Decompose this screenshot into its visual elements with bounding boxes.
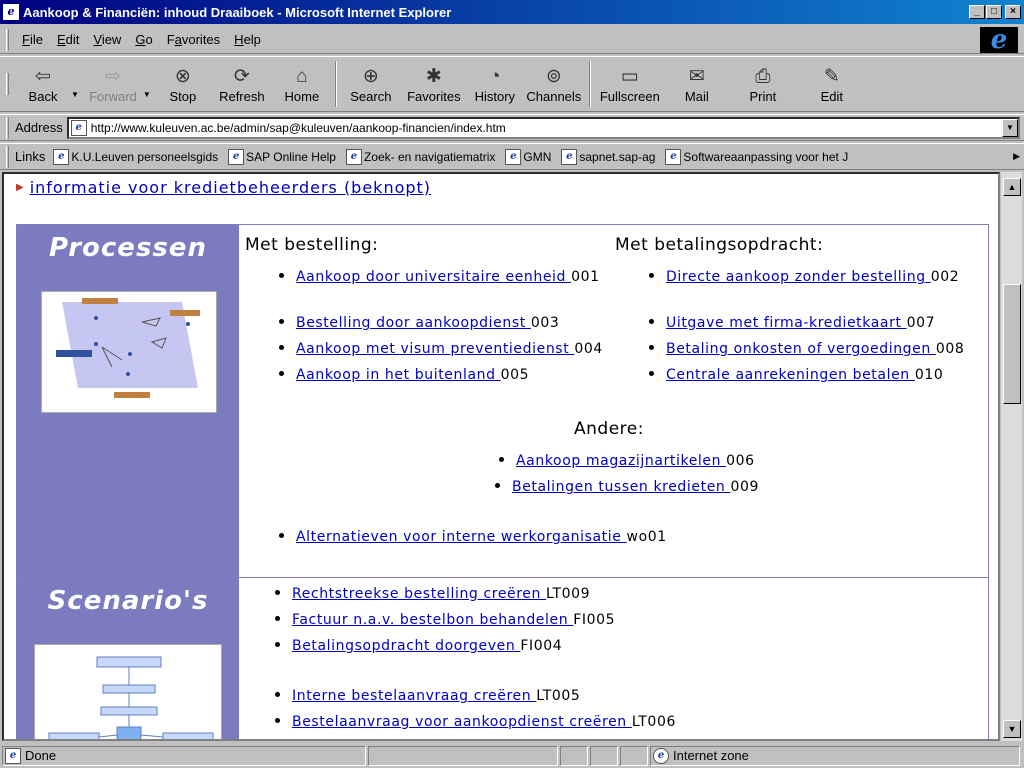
print-button[interactable]: ⎙ Print xyxy=(749,65,777,104)
link-scenario-fi005[interactable]: Factuur n.a.v. bestelbon behandelen xyxy=(292,612,574,628)
list-item: Betalingen tussen kredieten 009 xyxy=(495,479,759,495)
list-item: Alternatieven voor interne werkorganisatie wo01 xyxy=(279,529,667,545)
page-icon: e xyxy=(505,149,521,165)
maximize-button[interactable]: □ xyxy=(986,5,1002,19)
list-item: Betaling onkosten of vergoedingen 008 xyxy=(649,341,964,357)
page-icon: e xyxy=(665,149,681,165)
scenarios-diagram-thumbnail[interactable] xyxy=(34,644,222,741)
link-scenario-lt006[interactable]: Bestelaanvraag voor aankoopdienst creëren xyxy=(292,714,632,730)
link-process-005[interactable]: Aankoop in het buitenland xyxy=(296,367,501,383)
address-input[interactable] xyxy=(67,117,1020,139)
link-scenario-fi004[interactable]: Betalingsopdracht doorgeven xyxy=(292,638,521,654)
zone-text: Internet zone xyxy=(673,748,749,763)
scroll-thumb[interactable] xyxy=(1003,284,1021,404)
back-arrow-icon: ⇦ xyxy=(35,65,51,87)
list-item: Aankoop in het buitenland 005 xyxy=(279,367,529,383)
fullscreen-button[interactable]: ▭ Fullscreen xyxy=(599,65,660,104)
menu-help[interactable]: Help xyxy=(234,32,261,47)
favorites-button[interactable]: ✱ Favorites xyxy=(407,65,461,104)
status-panel-main xyxy=(2,746,366,766)
refresh-button[interactable]: ⟳ Refresh xyxy=(219,65,265,104)
list-item: Betalingsopdracht doorgeven FI004 xyxy=(275,638,562,654)
menu-go[interactable]: Go xyxy=(135,32,153,47)
page-icon: e xyxy=(346,149,362,165)
forward-dropdown-icon[interactable]: ▼ xyxy=(142,89,151,99)
address-bar xyxy=(0,114,1024,141)
processen-sidebar xyxy=(17,225,239,577)
edit-button[interactable]: ✎ Edit xyxy=(820,65,844,104)
list-item: Aankoop magazijnartikelen 006 xyxy=(499,453,755,469)
status-panel-zone xyxy=(650,746,1020,766)
vertical-scrollbar[interactable] xyxy=(1000,172,1022,741)
stop-icon: ⊗ xyxy=(174,65,191,87)
list-item: Aankoop door universitaire eenheid 001 xyxy=(279,269,600,285)
close-button[interactable]: × xyxy=(1005,5,1021,19)
list-item: Aankoop met visum preventiedienst 004 xyxy=(279,341,603,357)
fullscreen-icon: ▭ xyxy=(620,65,639,87)
back-dropdown-icon[interactable]: ▼ xyxy=(71,89,79,99)
page-icon: e xyxy=(5,748,21,764)
content-table xyxy=(16,224,989,741)
andere-header: Andere: xyxy=(574,419,644,439)
met-bestelling-header: Met bestelling: xyxy=(245,235,379,255)
window-title: Aankoop & Financiën: inhoud Draaiboek - Microsoft Internet Explorer xyxy=(23,4,452,20)
ie-page-icon: e xyxy=(3,4,19,20)
scenarios-row xyxy=(17,578,988,741)
list-item: Uitgave met firma-kredietkaart 007 xyxy=(649,315,935,331)
standard-toolbar xyxy=(0,56,1024,112)
link-process-003[interactable]: Bestelling door aankoopdienst xyxy=(296,315,531,331)
link-process-010[interactable]: Centrale aanrekeningen betalen xyxy=(666,367,915,383)
link-process-001[interactable]: Aankoop door universitaire eenheid xyxy=(296,269,572,285)
toolbar-grip[interactable] xyxy=(6,73,9,95)
chevron-right-icon[interactable]: ▶ xyxy=(1013,151,1020,161)
status-panel-small xyxy=(560,746,588,766)
search-icon: ⊕ xyxy=(362,65,379,87)
forward-button[interactable]: ⇨ Forward xyxy=(89,65,137,104)
status-panel-blank xyxy=(368,746,558,766)
history-button[interactable]: ◔ History xyxy=(474,65,516,104)
link-process-009[interactable]: Betalingen tussen kredieten xyxy=(512,479,731,495)
processen-title: Processen xyxy=(48,233,208,263)
menu-favorites[interactable]: Favorites xyxy=(166,32,221,47)
search-button[interactable]: ⊕ Search xyxy=(350,65,392,104)
link-scenario-lt005[interactable]: Interne bestelaanvraag creëren xyxy=(292,688,537,704)
list-item: Factuur n.a.v. bestelbon behandelen FI005 xyxy=(275,612,615,628)
page-content xyxy=(2,172,1000,741)
address-label: Address xyxy=(15,120,63,135)
status-text: Done xyxy=(25,748,57,763)
list-item: Interne bestelaanvraag creëren LT005 xyxy=(275,688,580,704)
menu-view[interactable]: View xyxy=(93,32,122,47)
list-item: Bestelaanvraag voor aankoopdienst creëren LT006 xyxy=(275,714,676,730)
ie-logo-icon: e xyxy=(980,27,1018,53)
globe-icon: e xyxy=(653,748,669,764)
edit-icon: ✎ xyxy=(823,65,840,87)
links-bar xyxy=(0,143,1024,170)
scroll-up-icon[interactable]: ▲ xyxy=(1003,178,1021,196)
status-panel-small xyxy=(620,746,648,766)
address-url[interactable]: http://www.kuleuven.ac.be/admin/sap@kuleuven/aankoop-financien/index.htm xyxy=(90,120,506,135)
list-item: Directe aankoop zonder bestelling 002 xyxy=(649,269,959,285)
link-process-002[interactable]: Directe aankoop zonder bestelling xyxy=(666,269,931,285)
channels-button[interactable]: ⊚ Channels xyxy=(526,65,582,104)
link-process-004[interactable]: Aankoop met visum preventiedienst xyxy=(296,341,575,357)
link-softwareaanpassing[interactable]: e Softwareaanpassing voor het J xyxy=(665,149,848,165)
processen-diagram-thumbnail[interactable] xyxy=(41,291,217,413)
bullet-arrow-icon: ▶ xyxy=(16,182,24,193)
link-navigatiematrix[interactable]: e Zoek- en navigatiematrix xyxy=(346,149,495,165)
list-item: Bestelling door aankoopdienst 003 xyxy=(279,315,559,331)
page-icon: e xyxy=(561,149,577,165)
processen-row xyxy=(17,225,988,578)
minimize-button[interactable]: _ xyxy=(969,5,985,19)
links-label: Links xyxy=(15,149,46,164)
met-betalingsopdracht-header: Met betalingsopdracht: xyxy=(615,235,824,255)
menu-bar xyxy=(0,26,1024,54)
menubar-grip[interactable] xyxy=(6,29,9,51)
link-process-wo01[interactable]: Alternatieven voor interne werkorganisatie xyxy=(296,529,627,545)
page-icon: e xyxy=(228,149,244,165)
link-personeelsgids[interactable]: e K.U.Leuven personeelsgids xyxy=(53,149,218,165)
home-button[interactable]: ⌂ Home xyxy=(284,65,320,104)
link-sapnet[interactable]: e sapnet.sap-ag xyxy=(561,149,655,165)
favorites-icon: ✱ xyxy=(425,65,442,87)
status-panel-small xyxy=(590,746,618,766)
link-scenario-lt009[interactable]: Rechtstreekse bestelling creëren xyxy=(292,586,547,602)
scenarios-sidebar xyxy=(17,578,239,741)
home-icon: ⌂ xyxy=(296,65,308,87)
processen-content xyxy=(239,225,988,577)
page-icon: e xyxy=(53,149,69,165)
forward-arrow-icon: ⇨ xyxy=(104,65,121,87)
status-bar xyxy=(0,743,1024,768)
link-gmn[interactable]: e GMN xyxy=(505,149,551,165)
list-item: Rechtstreekse bestelling creëren LT009 xyxy=(275,586,590,602)
mail-button[interactable]: ✉ Mail xyxy=(684,65,709,104)
scenarios-content xyxy=(239,578,988,741)
scenarios-title: Scenario's xyxy=(47,586,209,616)
stop-button[interactable]: ⊗ Stop xyxy=(169,65,197,104)
list-item: Centrale aanrekeningen betalen 010 xyxy=(649,367,943,383)
back-button[interactable]: ⇦ Back xyxy=(28,65,58,104)
link-process-006[interactable]: Aankoop magazijnartikelen xyxy=(516,453,727,469)
link-process-007[interactable]: Uitgave met firma-kredietkaart xyxy=(666,315,907,331)
channels-icon: ⊚ xyxy=(545,65,562,87)
menu-edit[interactable]: Edit xyxy=(56,32,80,47)
mail-icon: ✉ xyxy=(688,65,705,87)
refresh-icon: ⟳ xyxy=(233,65,250,87)
page-icon: e xyxy=(71,120,87,136)
menu-file[interactable]: File xyxy=(22,32,43,47)
link-kredietbeheerders[interactable]: informatie voor kredietbeheerders (beknopt) xyxy=(29,178,432,197)
top-link-line xyxy=(16,178,431,197)
history-icon: ◔ xyxy=(489,65,501,87)
link-process-008[interactable]: Betaling onkosten of vergoedingen xyxy=(666,341,936,357)
printer-icon: ⎙ xyxy=(755,65,771,87)
address-dropdown-icon[interactable]: ▼ xyxy=(1002,119,1018,137)
addressbar-grip[interactable] xyxy=(6,117,9,139)
scroll-down-icon[interactable]: ▼ xyxy=(1003,720,1021,738)
link-sap-online-help[interactable]: e SAP Online Help xyxy=(228,149,336,165)
linksbar-grip[interactable] xyxy=(6,146,9,168)
title-bar[interactable] xyxy=(0,0,1024,24)
